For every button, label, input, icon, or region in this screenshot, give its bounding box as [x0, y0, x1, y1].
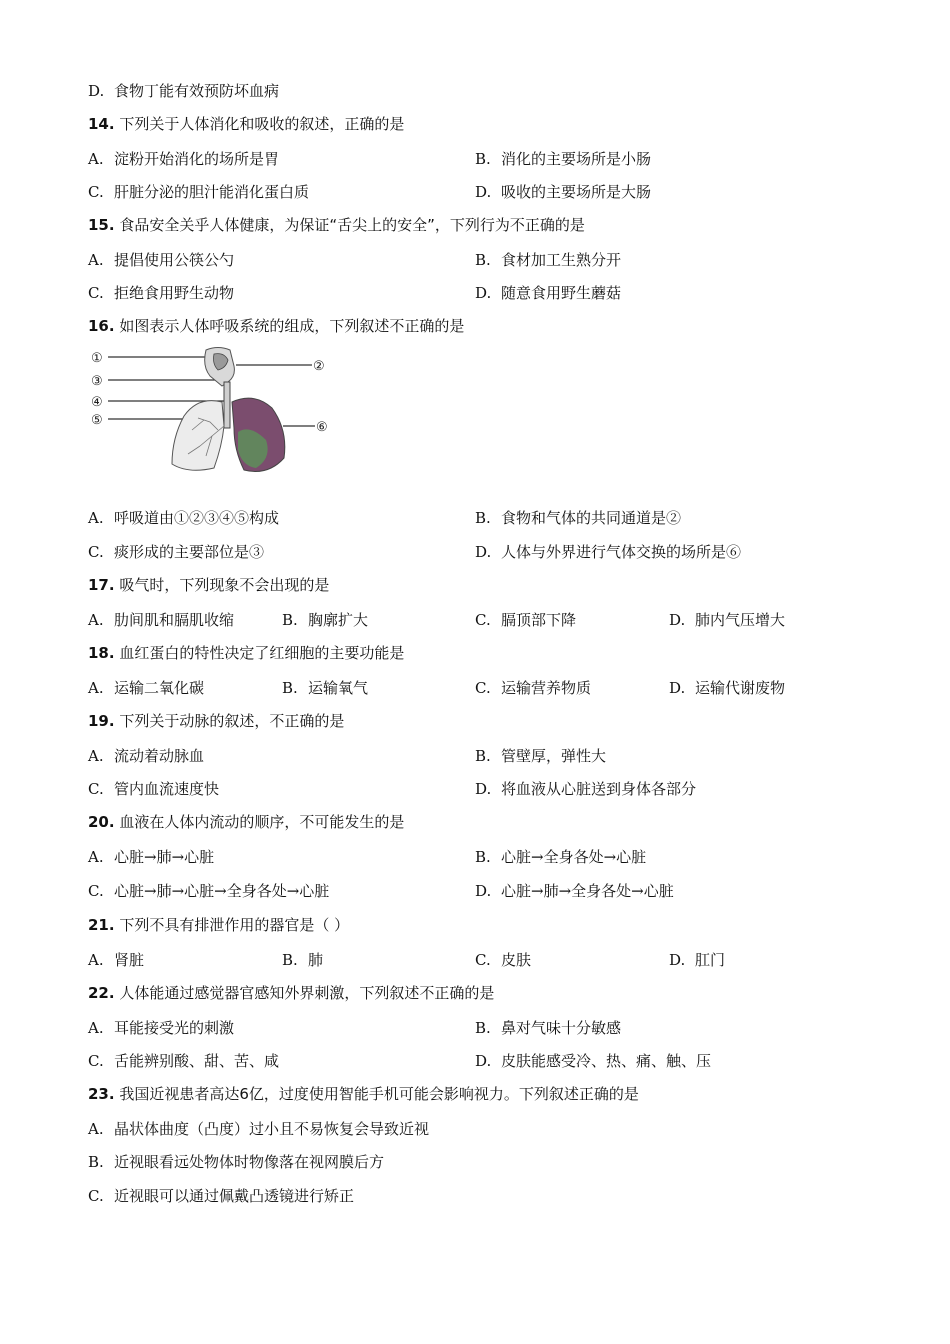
option-15-a: [88, 250, 234, 270]
option-21-c: [475, 950, 531, 970]
option-text: 食物和气体的共同通道是②: [501, 509, 682, 527]
option-text: 皮肤能感受冷、热、痛、触、压: [501, 1052, 712, 1070]
option-text: 肛门: [695, 951, 726, 969]
option-14-c: [88, 182, 309, 202]
option-text: 痰形成的主要部位是③: [114, 543, 265, 561]
option-text: 耳能接受光的刺激: [114, 1019, 235, 1037]
option-text: 吸收的主要场所是大肠: [501, 183, 652, 201]
option-text: 心脏→全身各处→心脏: [501, 848, 647, 866]
option-letter: C.: [88, 882, 104, 900]
option-22-b: [475, 1018, 621, 1038]
option-letter: B.: [282, 679, 298, 697]
option-text: 近视眼看远处物体时物像落在视网膜后方: [114, 1153, 385, 1171]
option-text: 提倡使用公筷公勺: [114, 251, 235, 269]
question-20: [88, 812, 404, 832]
option-17-a: [88, 610, 234, 630]
question-16: [88, 316, 464, 336]
option-text: 晶状体曲度（凸度）过小且不易恢复会导致近视: [114, 1120, 430, 1138]
option-letter: D.: [669, 679, 686, 697]
option-text: 随意食用野生蘑菇: [501, 284, 622, 302]
option-18-a: [88, 678, 204, 698]
option-letter: C.: [88, 183, 104, 201]
question-number: 20.: [88, 813, 115, 831]
option-text: 膈顶部下降: [501, 611, 577, 629]
option-text: 肋间肌和膈肌收缩: [114, 611, 235, 629]
option-text: 管壁厚，弹性大: [501, 747, 607, 765]
option-letter: C.: [475, 611, 491, 629]
question-17: [88, 575, 329, 595]
question-number: 21.: [88, 916, 115, 934]
question-text: 吸气时，下列现象不会出现的是: [119, 576, 330, 594]
option-letter: A.: [88, 611, 104, 629]
option-text: 运输氧气: [308, 679, 369, 697]
option-letter: C.: [88, 1187, 104, 1205]
option-letter: B.: [475, 747, 491, 765]
option-text: 运输代谢废物: [695, 679, 786, 697]
question-number: 18.: [88, 644, 115, 662]
option-letter: D.: [669, 951, 686, 969]
option-text: 肺: [308, 951, 324, 969]
option-letter: D.: [475, 284, 492, 302]
figure-label-1: ①: [91, 351, 103, 366]
option-letter: C.: [88, 1052, 104, 1070]
option-letter: D.: [475, 780, 492, 798]
option-text: 运输营养物质: [501, 679, 592, 697]
figure-label-2: ②: [313, 359, 325, 374]
question-number: 19.: [88, 712, 115, 730]
question-number: 22.: [88, 984, 115, 1002]
option-text: 流动着动脉血: [114, 747, 205, 765]
question-21: [88, 915, 349, 935]
option-text: 肺内气压增大: [695, 611, 786, 629]
option-22-c: [88, 1051, 279, 1071]
option-text: 淀粉开始消化的场所是胃: [114, 150, 280, 168]
question-number: 15.: [88, 216, 115, 234]
figure-label-3: ③: [91, 374, 103, 389]
option-21-a: [88, 950, 144, 970]
option-letter: B.: [282, 611, 298, 629]
option-17-d: [669, 610, 785, 630]
question-text: 血液在人体内流动的顺序，不可能发生的是: [119, 813, 405, 831]
option-text: 人体与外界进行气体交换的场所是⑥: [501, 543, 742, 561]
question-22: [88, 983, 494, 1003]
option-text: 皮肤: [501, 951, 532, 969]
option-letter: C.: [88, 284, 104, 302]
option-14-a: [88, 149, 279, 169]
option-letter: B.: [475, 150, 491, 168]
option-14-d: [475, 182, 651, 202]
question-number: 17.: [88, 576, 115, 594]
option-17-b: [282, 610, 368, 630]
option-20-c: [88, 881, 329, 901]
option-text: 肝脏分泌的胆汁能消化蛋白质: [114, 183, 310, 201]
option-text: 舌能辨别酸、甜、苦、咸: [114, 1052, 280, 1070]
figure-label-6: ⑥: [316, 420, 328, 435]
question-text: 人体能通过感觉器官感知外界刺激，下列叙述不正确的是: [119, 984, 495, 1002]
option-text: 近视眼可以通过佩戴凸透镜进行矫正: [114, 1187, 355, 1205]
option-23-b: [88, 1152, 384, 1172]
option-19-d: [475, 779, 696, 799]
option-21-b: [282, 950, 323, 970]
option-letter: D.: [669, 611, 686, 629]
option-letter: A.: [88, 509, 104, 527]
option-letter: A.: [88, 1019, 104, 1037]
option-letter: A.: [88, 251, 104, 269]
option-14-b: [475, 149, 651, 169]
option-22-a: [88, 1018, 234, 1038]
option-letter: A.: [88, 951, 104, 969]
option-text: 鼻对气味十分敏感: [501, 1019, 622, 1037]
option-letter: B.: [475, 1019, 491, 1037]
option-letter: A.: [88, 150, 104, 168]
option-text: 食材加工生熟分开: [501, 251, 622, 269]
option-letter: A.: [88, 747, 104, 765]
option-19-b: [475, 746, 606, 766]
option-letter: C.: [475, 679, 491, 697]
option-letter: D.: [475, 882, 492, 900]
option-letter: D.: [475, 1052, 492, 1070]
option-letter: D.: [88, 82, 105, 100]
question-18: [88, 643, 404, 663]
option-15-b: [475, 250, 621, 270]
option-16-b: [475, 508, 681, 528]
figure-label-4: ④: [91, 395, 103, 410]
option-letter: D.: [475, 543, 492, 561]
question-15: [88, 215, 585, 235]
option-letter: B.: [475, 848, 491, 866]
option-19-c: [88, 779, 219, 799]
option-16-a: [88, 508, 279, 528]
question-text: 食品安全关乎人体健康，为保证“舌尖上的安全”，下列行为不正确的是: [119, 216, 585, 234]
option-text: 肾脏: [114, 951, 145, 969]
question-number: 23.: [88, 1085, 115, 1103]
option-text: 运输二氧化碳: [114, 679, 205, 697]
option-text: 心脏→肺→心脏: [114, 848, 215, 866]
option-letter: B.: [475, 251, 491, 269]
option-22-d: [475, 1051, 711, 1071]
option-text: 心脏→肺→心脏→全身各处→心脏: [114, 882, 330, 900]
option-15-c: [88, 283, 234, 303]
option-20-a: [88, 847, 214, 867]
option-21-d: [669, 950, 725, 970]
option-letter: A.: [88, 1120, 104, 1138]
question-text: 下列关于动脉的叙述，不正确的是: [119, 712, 345, 730]
option-text: 将血液从心脏送到身体各部分: [501, 780, 697, 798]
option-letter: B.: [88, 1153, 104, 1171]
option-letter: B.: [475, 509, 491, 527]
option-letter: D.: [475, 183, 492, 201]
option-letter: C.: [88, 543, 104, 561]
question-text: 我国近视患者高达6亿，过度使用智能手机可能会影响视力。下列叙述正确的是: [119, 1085, 639, 1103]
option-20-d: [475, 881, 674, 901]
option-13-d: [88, 81, 279, 101]
figure-label-5: ⑤: [91, 413, 103, 428]
option-text: 消化的主要场所是小肠: [501, 150, 652, 168]
question-number: 16.: [88, 317, 115, 335]
option-letter: A.: [88, 679, 104, 697]
option-16-c: [88, 542, 264, 562]
option-text: 拒绝食用野生动物: [114, 284, 235, 302]
question-19: [88, 711, 344, 731]
option-letter: C.: [475, 951, 491, 969]
option-text: 胸廓扩大: [308, 611, 369, 629]
option-18-d: [669, 678, 785, 698]
option-letter: A.: [88, 848, 104, 866]
option-letter: B.: [282, 951, 298, 969]
respiratory-system-figure: [88, 346, 338, 476]
option-19-a: [88, 746, 204, 766]
question-text: 如图表示人体呼吸系统的组成，下列叙述不正确的是: [119, 317, 465, 335]
option-18-b: [282, 678, 368, 698]
question-number: 14.: [88, 115, 115, 133]
option-letter: C.: [88, 780, 104, 798]
option-text: 呼吸道由①②③④⑤构成: [114, 509, 280, 527]
option-23-a: [88, 1119, 429, 1139]
option-16-d: [475, 542, 741, 562]
option-17-c: [475, 610, 576, 630]
option-23-c: [88, 1186, 354, 1206]
question-23: [88, 1084, 639, 1104]
question-text: 血红蛋白的特性决定了红细胞的主要功能是: [119, 644, 405, 662]
option-20-b: [475, 847, 646, 867]
option-text: 心脏→肺→全身各处→心脏: [501, 882, 674, 900]
question-14: [88, 114, 404, 134]
option-15-d: [475, 283, 621, 303]
question-text: 下列关于人体消化和吸收的叙述，正确的是: [119, 115, 405, 133]
option-18-c: [475, 678, 591, 698]
question-text: 下列不具有排泄作用的器官是（ ）: [119, 916, 350, 934]
option-text: 食物丁能有效预防坏血病: [114, 82, 280, 100]
option-text: 管内血流速度快: [114, 780, 220, 798]
respiratory-diagram: [88, 346, 338, 476]
